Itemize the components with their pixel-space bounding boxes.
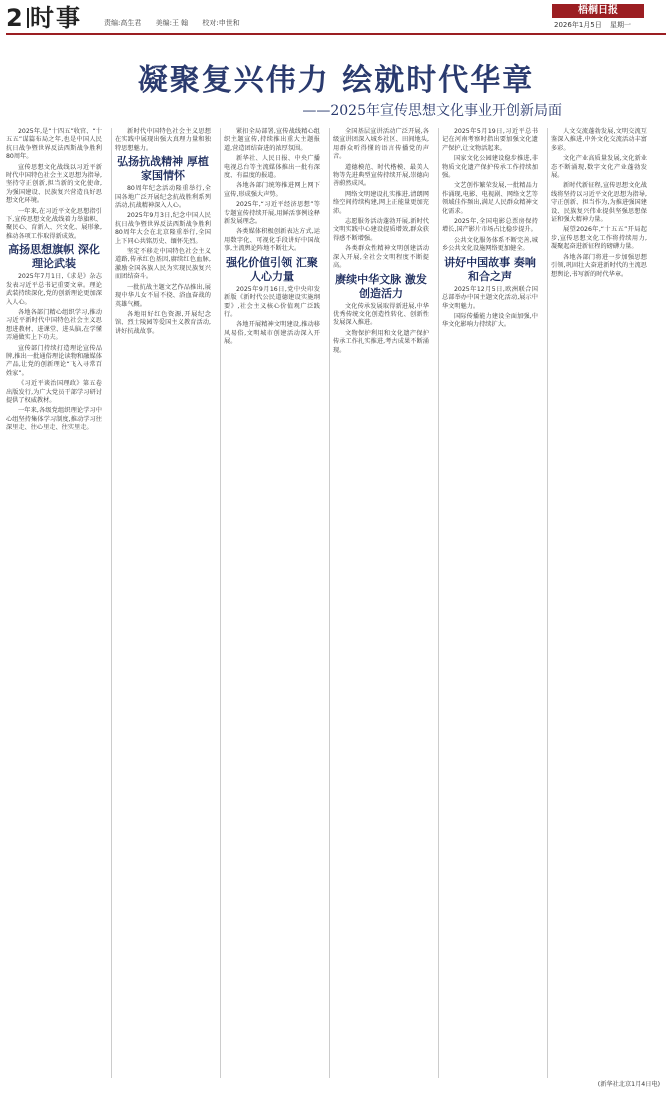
article-paragraph: 人文交流蓬勃发展,文明交流互鉴深入推进,中外文化交流活动丰富多彩。 (551, 128, 647, 152)
article-paragraph: 各地各部门精心组织学习,推动习近平新时代中国特色社会主义思想进教材、进课堂、进头脑,在学懂弄通做实上下功夫。 (6, 308, 102, 342)
article-paragraph: 公共文化服务体系不断完善,城乡公共文化设施网络更加健全。 (442, 236, 538, 253)
column-divider (547, 128, 548, 1078)
column-divider (111, 128, 112, 1078)
article-paragraph: 宣传部门持续打造理论宣传品牌,推出一批通俗理论读物和融媒体产品,让党的创新理论“飞入寻常百姓家”。 (6, 344, 102, 377)
article-paragraph: 各地用好红色资源,开展纪念馆、烈士陵园等爱国主义教育活动,讲好抗战故事。 (115, 310, 211, 335)
article-column (551, 128, 647, 281)
article-paragraph: 各类群众性精神文明创建活动深入开展,全社会文明程度不断提高。 (333, 245, 429, 270)
editor-credit: 责编:高生君 (104, 19, 142, 27)
section-subheading: 弘扬抗战精神 厚植家国情怀 (117, 155, 209, 183)
article-column (442, 128, 538, 332)
article-paragraph: 新时代中国特色社会主义思想在实践中展现出强大真理力量和独特思想魅力。 (115, 128, 211, 152)
article-paragraph: 2025年,全国电影总票房保持增长,国产影片市场占比稳步提升。 (442, 218, 538, 234)
article-paragraph: 坚定不移走中国特色社会主义道路,传承红色基因,赓续红色血脉,激励全国各族人民为实现民族复兴而团结奋斗。 (115, 248, 211, 281)
issue-weekday: 星期一 (609, 21, 631, 29)
article-paragraph: 全国基层宣讲活动广泛开展,各级宣讲团深入城乡社区、田间地头,用群众听得懂的语言传播党的声音。 (333, 128, 429, 161)
article-paragraph: 网络文明建设扎实推进,清朗网络空间持续构建,网上正能量更加充沛。 (333, 190, 429, 215)
page-header (0, 0, 672, 36)
article-paragraph: 道德模范、时代楷模、最美人物等先进典型宣传持续开展,崇德向善蔚然成风。 (333, 163, 429, 188)
article-paragraph: 2025年7月1日,《求是》杂志发表习近平总书记重要文章。理论武装持续深化,党的创新理论更加深入人心。 (6, 273, 102, 306)
article-paragraph: 2025年9月16日,党中央印发新版《新时代公民道德建设实施纲要》,社会主义核心价值观广泛践行。 (224, 285, 320, 318)
header-divider (27, 8, 29, 28)
page-number: 2 (6, 4, 23, 32)
article-paragraph: 新时代新征程,宣传思想文化战线将坚持以习近平文化思想为指导,守正创新、担当作为,为推进强国建设、民族复兴伟业提供坚强思想保证和强大精神力量。 (551, 182, 647, 224)
article-paragraph: 紧扣全局部署,宣传战线精心组织主题宣传,持续推出重大主题报道,营造团结奋进的浓厚氛围。 (224, 128, 320, 152)
article-paragraph: 文艺创作繁荣发展,一批精品力作涌现,电影、电视剧、网络文艺等领域佳作频出,满足人民群众精神文化需求。 (442, 182, 538, 215)
article-paragraph: 80周年纪念活动隆重举行,全国各地广泛开展纪念抗战胜利系列活动,抗战精神深入人心。 (115, 185, 211, 210)
article-paragraph: 宣传思想文化战线以习近平新时代中国特色社会主义思想为指导,坚持守正创新,担当新的文化使命,为强国建设、民族复兴营造良好思想文化环境。 (6, 163, 102, 205)
newspaper-logo: 梧桐日报 (552, 4, 644, 18)
article-paragraph: 各地开展精神文明建设,推动移风易俗,文明城市创建活动深入开展。 (224, 321, 320, 346)
article-paragraph: 文化传承发展取得新进展,中华优秀传统文化创造性转化、创新性发展深入推进。 (333, 302, 429, 327)
article-paragraph: 2025年,“习近平经济思想”等专题宣传持续开展,用鲜活事例诠释新发展理念。 (224, 201, 320, 226)
article-paragraph: 一年来,各级党组织理论学习中心组坚持集体学习制度,推动学习往深里走、往心里走、往实里走。 (6, 407, 102, 432)
article-column (333, 128, 429, 357)
article-paragraph: 文物保护利用和文化遗产保护传承工作扎实推进,考古成果不断涌现。 (333, 329, 429, 354)
article-paragraph: 2025年12月5日,欧洲联合国总部举办中国主题文化活动,展示中华文明魅力。 (442, 285, 538, 310)
article-paragraph: 2025年5月19日,习近平总书记在河南考察时指出要加强文化遗产保护,让文物活起来。 (442, 128, 538, 152)
column-divider (438, 128, 439, 1078)
article-paragraph: 国家文化公园建设稳步推进,非物质文化遗产保护传承工作持续加强。 (442, 155, 538, 180)
article-paragraph: 《习近平谈治国理政》第五卷出版发行,为广大党员干部学习研讨提供了权威教材。 (6, 380, 102, 404)
article-paragraph: 志愿服务活动蓬勃开展,新时代文明实践中心建设提质增效,群众获得感不断增强。 (333, 218, 429, 242)
article-column (115, 128, 211, 338)
article-paragraph: 一批抗战主题文艺作品推出,展现中华儿女不屈不挠、浴血奋战的英雄气概。 (115, 283, 211, 308)
article-paragraph: 各类媒体积极创新表达方式,运用数字化、可视化手段讲好中国故事,主流舆论阵地不断壮大。 (224, 228, 320, 253)
article-paragraph: 各地各部门将进一步加强思想引领,巩固壮大奋进新时代的主流思想舆论,书写新的时代华章。 (551, 253, 647, 278)
article-paragraph: 一年来,在习近平文化思想指引下,宣传思想文化战线着力举旗帜、聚民心、育新人、兴文化、展形象,推动各项工作取得新成效。 (6, 207, 102, 240)
article-column (6, 128, 102, 435)
section-subheading: 赓续中华文脉 激发创造活力 (335, 272, 427, 300)
section-subheading: 讲好中国故事 奏响和合之声 (444, 255, 536, 283)
article-paragraph: 文化产业高质量发展,文化新业态不断涌现,数字文化产业蓬勃发展。 (551, 155, 647, 180)
section-subheading: 高扬思想旗帜 深化理论武装 (8, 243, 100, 271)
issue-date: 2026年1月5日 (554, 21, 602, 29)
article-paragraph: 新华社、人民日报、中央广播电视总台等主流媒体推出一批有深度、有温度的报道。 (224, 155, 320, 180)
article-paragraph: 各地各部门统筹推进网上网下宣传,形成强大声势。 (224, 182, 320, 198)
editor-credits (104, 18, 252, 28)
headline: 凝聚复兴伟力 绘就时代华章 (137, 63, 535, 98)
article-source: (新华社北京1月4日电) (597, 1081, 660, 1088)
dateline (548, 20, 631, 30)
article-column (224, 128, 320, 349)
section-subheading: 强化价值引领 汇聚人心力量 (226, 255, 318, 283)
subheadline: ——2025年宣传思想文化事业开创新局面 (302, 103, 562, 119)
section-title: 时事 (30, 4, 82, 32)
article-paragraph: 2025年,是“十四五”收官、“十五五”谋篇布局之年,也是中国人民抗日战争暨世界反法西斯战争胜利80周年。 (6, 128, 102, 161)
column-divider (329, 128, 330, 1078)
editor-credit: 美编:王 翰 (155, 19, 189, 27)
column-divider (220, 128, 221, 1078)
article-paragraph: 2025年9月3日,纪念中国人民抗日战争暨世界反法西斯战争胜利80周年大会在北京隆重举行,全国上下同心共铭历史、缅怀先烈。 (115, 212, 211, 245)
editor-credit: 校对:申世和 (202, 19, 240, 27)
article-paragraph: 国际传播能力建设全面加强,中华文化影响力持续扩大。 (442, 312, 538, 329)
header-rule (6, 33, 666, 35)
article-paragraph: 展望2026年,“十五五”开局起步,宣传思想文化工作将持续用力,凝聚起奋进新征程的磅礴力量。 (551, 226, 647, 251)
